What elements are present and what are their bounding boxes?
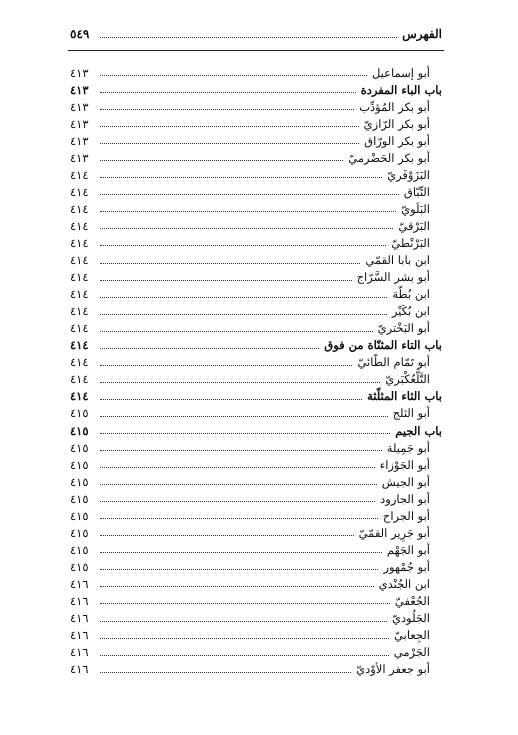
index-entry <box>70 575 442 592</box>
page-number: ٤١٥ <box>70 508 89 523</box>
page-number: ٤١٦ <box>70 611 89 626</box>
index-entry <box>70 541 442 558</box>
page-number: ٤١٣ <box>70 116 89 131</box>
dot-leader <box>100 297 387 298</box>
dot-leader <box>100 467 375 468</box>
dot-leader <box>100 586 374 587</box>
page-number: ٤١٥ <box>70 542 89 557</box>
index-entry <box>70 456 442 473</box>
page-number: ٤١٤ <box>70 372 89 387</box>
section-heading <box>70 337 442 354</box>
dot-leader <box>100 126 359 127</box>
index-entry <box>70 524 442 541</box>
index-entry <box>70 234 442 251</box>
entry-label: البَزَوْفَريّ <box>387 167 430 182</box>
dot-leader <box>100 160 343 161</box>
dot-leader <box>100 228 393 229</box>
entry-label: أبو تَمّام الطّائيّ <box>357 355 430 370</box>
page-number: ٤١٥ <box>70 440 89 455</box>
entry-label: أبو إسماعيل <box>371 65 430 80</box>
entry-label: أبو بكر المُؤدِّب <box>359 99 430 114</box>
dot-leader <box>100 535 354 536</box>
page-number: ٤١٤ <box>70 321 89 336</box>
index-entry <box>70 132 442 149</box>
index-entry <box>70 303 442 320</box>
index-entry <box>70 64 442 81</box>
index-entry <box>70 490 442 507</box>
entry-label: أبو جَمِيلة <box>386 440 430 455</box>
page-number: ٤١٥ <box>70 423 89 438</box>
dot-leader <box>100 672 351 673</box>
page-number: ٤١٥ <box>70 559 89 574</box>
entry-label: أبو جعفر الأوْديّ <box>356 662 430 677</box>
dot-leader <box>100 569 378 570</box>
page-number: ٤١٤ <box>70 338 89 353</box>
index-entry <box>70 183 442 200</box>
index-entry <box>70 558 442 575</box>
section-heading <box>70 388 442 405</box>
entry-label: أبو الجيش <box>381 474 430 489</box>
index-entry <box>70 269 442 286</box>
index-list <box>70 64 442 678</box>
entry-label: أبو جَرِير القمّيّ <box>358 525 430 540</box>
page-number: ٤١٤ <box>70 287 89 302</box>
page-number: ٤١٤ <box>70 355 89 370</box>
dot-leader <box>100 194 399 195</box>
dot-leader <box>100 109 354 110</box>
entry-label: ابن الجُنْدي <box>378 576 430 591</box>
dot-leader <box>100 382 380 383</box>
entry-label: الجُعْفيّ <box>394 593 430 608</box>
page-number: ٤١٣ <box>70 99 89 114</box>
entry-label: أبو جُمْهور <box>383 559 430 574</box>
index-entry <box>70 371 442 388</box>
dot-leader <box>100 399 362 400</box>
section-heading-label: باب الباء المفردة <box>360 82 442 97</box>
dot-leader <box>100 348 319 349</box>
page-number: ٤١٤ <box>70 201 89 216</box>
dot-leader <box>100 314 387 315</box>
dot-leader <box>100 211 396 212</box>
section-heading <box>70 422 442 439</box>
page-number: ٤١٤ <box>70 184 89 199</box>
entry-label: البَلَويّ <box>401 201 430 216</box>
page-number: ٤١٥ <box>70 525 89 540</box>
section-heading-label: باب الثاء المثلّثة <box>367 389 442 404</box>
section-heading <box>70 81 442 98</box>
dot-leader <box>100 37 397 38</box>
entry-label: أبو الجَهْم <box>386 542 430 557</box>
page-number: ٤١٤ <box>70 253 89 268</box>
index-entry <box>70 320 442 337</box>
entry-label: أبو بشر السَّرّاج <box>356 270 430 285</box>
index-entry <box>70 115 442 132</box>
page-number: ٤١٤ <box>70 270 89 285</box>
page-number: ٤١٥ <box>70 406 89 421</box>
entry-label: أبو بكر الرّازيّ <box>363 116 430 131</box>
index-entry <box>70 473 442 490</box>
dot-leader <box>100 484 377 485</box>
header-rule <box>68 50 444 51</box>
page-number: ٤١٤ <box>70 304 89 319</box>
dot-leader <box>100 603 390 604</box>
index-entry <box>70 592 442 609</box>
dot-leader <box>100 92 356 93</box>
dot-leader <box>100 501 375 502</box>
page-number: ٤١٣ <box>70 82 89 97</box>
header-title: الفهرس <box>402 27 442 41</box>
running-header <box>70 25 442 43</box>
page-number: ٤١٤ <box>70 235 89 250</box>
dot-leader <box>100 177 382 178</box>
page-number: ٤١٣ <box>70 150 89 165</box>
entry-label: البَرْنْطيّ <box>391 235 430 250</box>
dot-leader <box>100 621 387 622</box>
index-entry <box>70 217 442 234</box>
index-entry <box>70 439 442 456</box>
page-number: ٤١٥ <box>70 491 89 506</box>
dot-leader <box>100 416 388 417</box>
entry-label: ابن بُكَيْر <box>391 304 430 319</box>
page-number: ٤١٦ <box>70 645 89 660</box>
entry-label: الجِعابيّ <box>394 628 430 643</box>
entry-label: ابن بُطّة <box>392 287 430 302</box>
dot-leader <box>100 638 389 639</box>
page-number: ٤١٥ <box>70 474 89 489</box>
entry-label: أبو البَخْتريّ <box>377 321 430 336</box>
entry-label: الجَرْمي <box>393 645 430 660</box>
section-heading-label: باب التاء المثنّاة من فوق <box>324 338 442 353</box>
entry-label: أبو بكر الحَضْرميّ <box>348 150 430 165</box>
entry-label: أبو الجارود <box>380 491 430 506</box>
index-entry <box>70 166 442 183</box>
entry-label: ابن بابا القمّي <box>365 253 430 268</box>
index-entry <box>70 252 442 269</box>
dot-leader <box>100 518 378 519</box>
page-number: ٤١٦ <box>70 576 89 591</box>
dot-leader <box>100 365 352 366</box>
entry-label: التِّبّاق <box>403 184 430 199</box>
header-page-number: ٥٤٩ <box>70 27 90 41</box>
dot-leader <box>100 280 352 281</box>
index-entry <box>70 405 442 422</box>
dot-leader <box>100 245 386 246</box>
page-number: ٤١٦ <box>70 662 89 677</box>
dot-leader <box>100 75 367 76</box>
index-entry <box>70 98 442 115</box>
page-number: ٤١٣ <box>70 133 89 148</box>
index-entry <box>70 610 442 627</box>
dot-leader <box>100 331 373 332</box>
index-entry <box>70 644 442 661</box>
entry-label: أبو بكر الورّاق <box>364 133 430 148</box>
page-number: ٤١٣ <box>70 65 89 80</box>
entry-label: البَرْقيّ <box>398 218 430 233</box>
dot-leader <box>100 433 390 434</box>
index-entry <box>70 507 442 524</box>
entry-label: أبو الجراح <box>382 508 430 523</box>
index-entry <box>70 149 442 166</box>
index-entry <box>70 200 442 217</box>
entry-label: أبو الجَوْزاء <box>379 457 430 472</box>
entry-label: الجَلُوديّ <box>392 611 430 626</box>
index-entry <box>70 286 442 303</box>
index-entry <box>70 661 442 678</box>
dot-leader <box>100 450 382 451</box>
dot-leader <box>100 143 359 144</box>
dot-leader <box>100 552 382 553</box>
page-number: ٤١٤ <box>70 218 89 233</box>
entry-label: التَّلَّعُكْبَريّ <box>385 372 430 387</box>
page-number: ٤١٦ <box>70 628 89 643</box>
index-entry <box>70 627 442 644</box>
entry-label: أبو الثلج <box>392 406 430 421</box>
dot-leader <box>100 263 360 264</box>
page-number: ٤١٥ <box>70 457 89 472</box>
page-number: ٤١٤ <box>70 389 89 404</box>
section-heading-label: باب الجيم <box>395 423 442 438</box>
dot-leader <box>100 655 389 656</box>
page-number: ٤١٦ <box>70 593 89 608</box>
index-entry <box>70 354 442 371</box>
page-number: ٤١٤ <box>70 167 89 182</box>
